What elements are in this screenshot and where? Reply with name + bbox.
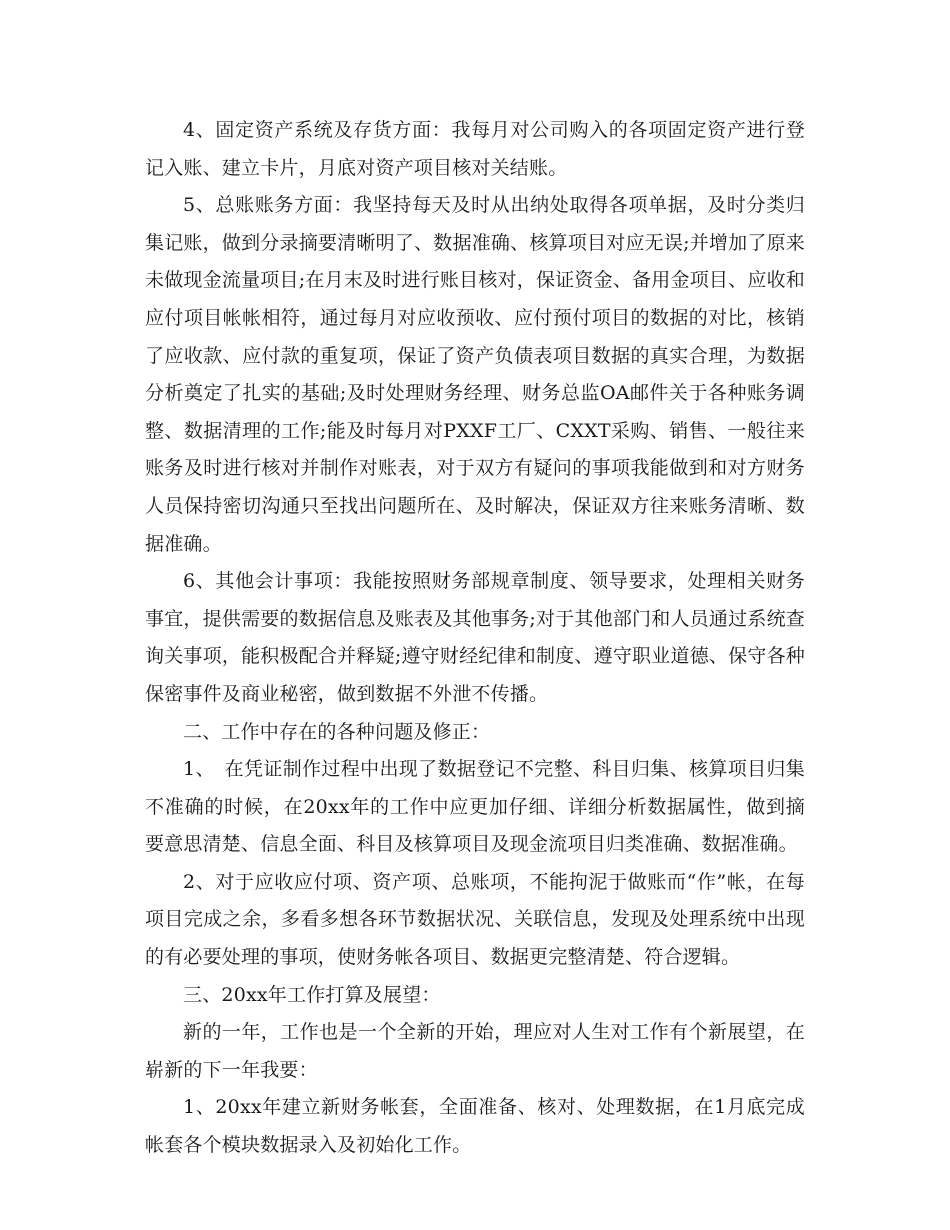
section-heading-problems: 二、工作中存在的各种问题及修正： xyxy=(183,720,491,743)
paragraph-other-accounting: 6、其他会计事项：我能按照财务部规章制度、领导要求，处理相关财务事宜，提供需要的数据信息及账表及其他事务;对于其他部门和人员通过系统查询关事项，能积极配合并释疑;遵守财经纪律和制度、遵守职业道德、保守各种保密事件及商业秘密，做到数据不外泄不传播。 xyxy=(145,570,805,705)
document-body xyxy=(145,112,805,1165)
paragraph-new-year-intro: 新的一年，工作也是一个全新的开始，理应对人生对工作有个新展望，在崭新的下一年我要： xyxy=(145,1021,805,1081)
section-heading-plans: 三、20xx年工作打算及展望： xyxy=(183,983,441,1006)
paragraph-problem-2: 2、对于应收应付项、资产项、总账项，不能拘泥于做账而“作”帐，在每项目完成之余，多看多想各环节数据状况、关联信息，发现及处理系统中出现的有必要处理的事项，使财务帐各项目、数据更完整清楚、符合逻辑。 xyxy=(145,870,805,969)
paragraph-plan-1: 1、20xx年建立新财务帐套，全面准备、核对、处理数据，在1月底完成帐套各个模块数据录入及初始化工作。 xyxy=(145,1096,805,1157)
paragraph-problem-1: 1、 在凭证制作过程中出现了数据登记不完整、科目归集、核算项目归集不准确的时候，在20xx年的工作中应更加仔细、详细分析数据属性，做到摘要意思清楚、信息全面、科目及核算项目及现金流项目归类准确、数据准确。 xyxy=(145,758,805,856)
paragraph-fixed-assets: 4、固定资产系统及存货方面：我每月对公司购入的各项固定资产进行登记入账、建立卡片，月底对资产项目核对关结账。 xyxy=(145,119,805,179)
paragraph-general-ledger: 5、总账账务方面：我坚持每天及时从出纳处取得各项单据，及时分类归集记账，做到分录摘要清晰明了、数据准确、核算项目对应无误;并增加了原来未做现金流量项目;在月末及时进行账目核对，保证资金、备用金项目、应收和应付项目帐帐相符，通过每月对应收预收、应付预付项目的数据的对比，核销了应收款、应付款的重复项，保证了资产负债表项目数据的真实合理，为数据分析奠定了扎实的基础;及时处理财务经理、财务总监OA邮件关于各种账务调整、数据清理的工作;能及时每月对PXXF工厂、CXXT采购、销售、一般往来账务及时进行核对并制作对账表，对于双方有疑问的事项我能做到和对方财务人员保持密切沟通只至找出问题所在、及时解决，保证双方往来账务清晰、数据准确。 xyxy=(145,194,805,555)
